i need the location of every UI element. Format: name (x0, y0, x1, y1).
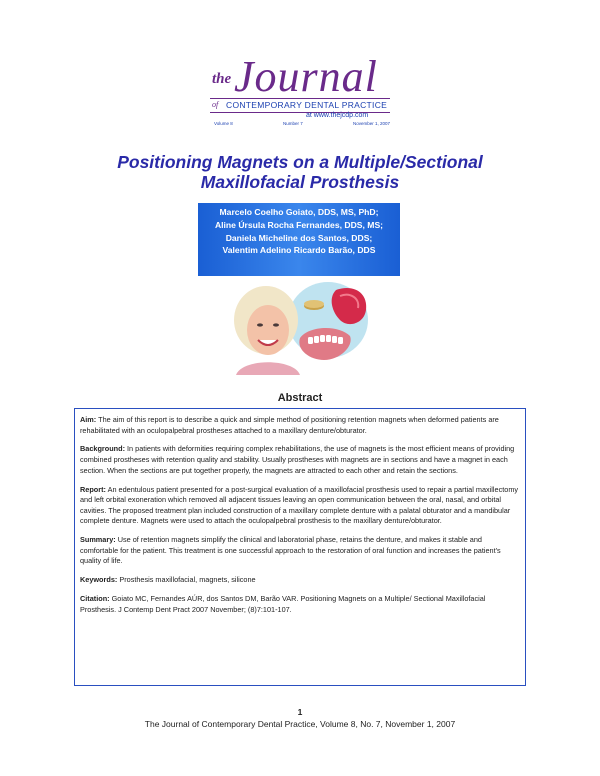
portrait-eye-right (273, 323, 279, 326)
author-1: Marcelo Coelho Goiato, DDS, MS, PhD; (219, 207, 379, 217)
keywords-text: Prosthesis maxillofacial, magnets, silicone (119, 575, 256, 585)
logo-volume: Volume 8 (214, 121, 233, 126)
summary-label: Summary: (80, 535, 116, 545)
aim-text: The aim of this report is to describe a quick and simple method of positioning retention magnets when deformed patients are rehabilitated with an oculopalpebral prostheses attached to a maxillary denture/obturator. (80, 415, 499, 435)
portrait-shoulders (236, 362, 300, 375)
abstract-background (80, 444, 520, 476)
logo-band (210, 98, 390, 113)
author-4: Valentim Adelino Ricardo Barão, DDS (222, 245, 376, 256)
abstract-citation (80, 594, 520, 615)
logo-issue-meta (214, 121, 390, 126)
abstract-keywords (80, 575, 520, 586)
logo-number: Number 7 (282, 121, 303, 126)
article-title (0, 152, 600, 192)
author-photo-collage (228, 280, 380, 375)
logo-of: of (212, 100, 219, 109)
abstract-aim (80, 415, 520, 436)
keywords-label: Keywords: (80, 575, 118, 585)
logo-journal: Journal (234, 52, 378, 101)
author-3: Daniela Micheline dos Santos, DDS; (225, 232, 373, 243)
report-text: An edentulous patient presented for a post-surgical evaluation of a maxillofacial prosthesis used to repair a partial maxillectomy and left orbital exoneration which removed all adjacent tissues leaving an open communication between the oral, nasal, and orbital cavities. The proposed treatment plan included construction of a maxillary complete denture with a palatal obturator and a mandibular complete denture. Magnets were used to attach the oculopalpebral prosthesis to the maxillary denture/obturator. (80, 484, 519, 526)
logo-url: at www.thejcdp.com (306, 112, 369, 119)
journal-logo (210, 52, 390, 127)
summary-text: Use of retention magnets simplify the clinical and laboratorial phase, retains the denture, and makes it stable and comfortable for the patient. This treatment is one successful approach to the restoration of oral function and increases the patient's quality of life. (80, 535, 501, 566)
logo-subtitle: CONTEMPORARY DENTAL PRACTICE (226, 100, 388, 110)
citation-label: Citation: (80, 594, 110, 604)
authors-box (198, 203, 400, 276)
portrait-eye-left (257, 323, 263, 326)
article-title-line-2: Maxillofacial Prosthesis (200, 172, 400, 192)
magnet-disc-top (304, 300, 324, 308)
abstract-box (74, 408, 526, 686)
logo-date: November 1, 2007 (352, 121, 390, 126)
citation-text: Goiato MC, Fernandes AÚR, dos Santos DM, Barão VAR. Positioning Magnets on a Multiple/ Sectional Maxillofacial Prosthesis. J Contemp Dent Pract 2007 November; (8)7:101-107. (80, 594, 486, 614)
abstract-heading: Abstract (277, 392, 323, 404)
aim-label: Aim: (80, 415, 97, 424)
logo-the: the (212, 71, 232, 87)
page-number: 1 (297, 707, 303, 717)
portrait-face (247, 305, 289, 355)
abstract-report (80, 485, 520, 527)
background-text: In patients with deformities requiring complex rehabilitations, the use of magnets is the most efficient means of providing combined prostheses with retention quality and stability. Usually prostheses with magnets are in sections and have a magnet in each section. When the sections are put together properly, the magnets are attracted to each other and retain the sections. (80, 444, 515, 475)
background-label: Background: (80, 444, 125, 454)
journal-footer: The Journal of Contemporary Dental Practice, Volume 8, No. 7, November 1, 2007 (144, 719, 456, 729)
article-title-line-1: Positioning Magnets on a Multiple/Sectional (117, 152, 483, 172)
abstract-summary (80, 535, 520, 567)
report-label: Report: (80, 484, 106, 494)
author-2: Aline Úrsula Rocha Fernandes, DDS, MS; (214, 219, 384, 230)
